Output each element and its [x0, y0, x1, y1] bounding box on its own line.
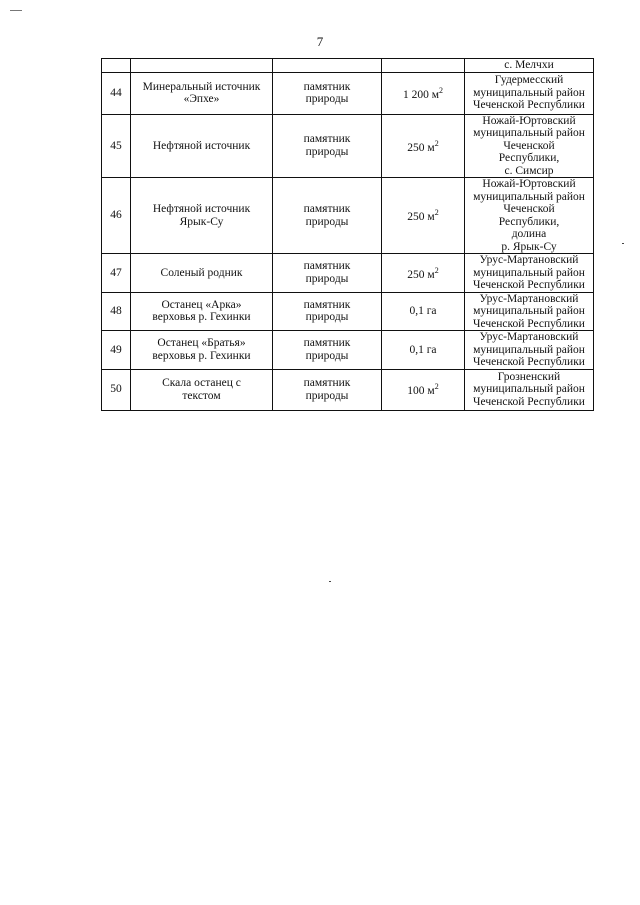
- site-location-line: Ножай-Юртовский: [482, 114, 576, 127]
- site-location-line: Ножай-Юртовский: [482, 178, 576, 190]
- site-category-line: памятник: [303, 337, 351, 350]
- site-name-line: «Эпхе»: [183, 93, 220, 105]
- site-location-line: долина: [511, 228, 547, 240]
- site-name-line: верховья р. Гехинки: [152, 349, 251, 362]
- continuation-cell: [131, 59, 273, 73]
- row-number: [102, 114, 131, 178]
- scan-speck: [329, 581, 331, 582]
- area-unit-superscript: 2: [434, 138, 439, 148]
- area-unit-superscript: 2: [434, 265, 439, 275]
- table-row: [102, 72, 594, 114]
- row-number-value: 44: [110, 86, 122, 99]
- site-category-line: природы: [305, 215, 349, 228]
- row-number-value: 47: [110, 266, 122, 279]
- site-category-line: памятник: [303, 133, 351, 146]
- site-location: [465, 114, 594, 178]
- site-location-line: муниципальный район: [473, 190, 585, 203]
- site-location-line: Республики,: [498, 215, 560, 228]
- site-area: [382, 254, 465, 293]
- site-location-line: Урус-Мартановский: [479, 292, 579, 305]
- row-number-value: 45: [110, 139, 122, 152]
- site-category-line: памятник: [303, 377, 351, 389]
- site-category-line: памятник: [303, 203, 351, 215]
- area-unit-superscript: 2: [434, 382, 439, 392]
- site-name-line: Нефтяной источник: [152, 139, 251, 152]
- site-name: [131, 292, 273, 331]
- site-name-line: Минеральный источник: [142, 80, 261, 93]
- site-category: [273, 292, 382, 331]
- site-location-line: Чеченской: [503, 203, 555, 215]
- site-location: [465, 178, 594, 254]
- continuation-cell: [273, 59, 382, 73]
- site-category-line: природы: [305, 272, 349, 285]
- continuation-cell: [382, 59, 465, 73]
- site-location: [465, 331, 594, 370]
- site-area-value: 250 м: [407, 141, 435, 154]
- site-area-value: 0,1 га: [409, 343, 437, 356]
- row-number: [102, 72, 131, 114]
- site-location-line: Урус-Мартановский: [479, 254, 579, 266]
- site-area: [382, 178, 465, 254]
- page-number: 7: [316, 34, 324, 49]
- site-location-line: р. Ярык-Су: [501, 240, 557, 253]
- continuation-cell: с. Мелчхи: [465, 59, 594, 73]
- site-location-line: Республики,: [498, 152, 560, 164]
- row-number-value: 49: [110, 343, 122, 356]
- site-location-line: с. Симсир: [504, 164, 554, 177]
- site-location-line: Урус-Мартановский: [479, 331, 579, 343]
- site-name-line: Останец «Братья»: [157, 337, 246, 350]
- row-number: [102, 178, 131, 254]
- site-location-line: Чеченской Республики: [473, 356, 585, 368]
- table-row: [102, 114, 594, 178]
- site-area: [382, 72, 465, 114]
- table-continuation-row: [102, 59, 594, 73]
- site-name: [131, 254, 273, 293]
- site-name-line: Соленый родник: [160, 266, 243, 279]
- row-number-value: 50: [110, 383, 122, 396]
- site-area-value: 0,1 га: [409, 305, 437, 317]
- site-category-line: природы: [305, 389, 349, 402]
- site-location-line: Чеченской Республики: [473, 279, 585, 291]
- site-area: [382, 331, 465, 370]
- site-name: [131, 178, 273, 254]
- continuation-cell: [102, 59, 131, 73]
- area-unit-superscript: 2: [439, 85, 444, 95]
- site-location: [465, 254, 594, 293]
- site-location-line: муниципальный район: [473, 343, 585, 356]
- site-area: [382, 292, 465, 331]
- site-location: [465, 72, 594, 114]
- site-name-line: текстом: [182, 389, 221, 402]
- site-location-line: муниципальный район: [473, 266, 585, 279]
- site-location-line: муниципальный район: [473, 86, 585, 99]
- site-name-line: Останец «Арка»: [161, 298, 242, 311]
- site-category-line: памятник: [303, 80, 351, 93]
- site-location-line: Чеченской: [503, 139, 555, 152]
- area-unit-superscript: 2: [434, 208, 439, 218]
- site-category: [273, 114, 382, 178]
- row-number-value: 46: [110, 209, 122, 222]
- site-name-line: Ярык-Су: [179, 215, 224, 228]
- table-row: [102, 254, 594, 293]
- site-area: [382, 114, 465, 178]
- site-category: [273, 72, 382, 114]
- table-row: [102, 331, 594, 370]
- row-number: [102, 254, 131, 293]
- site-category-line: природы: [305, 93, 349, 105]
- site-area-value: 100 м: [407, 385, 435, 398]
- site-name: [131, 369, 273, 410]
- site-area-value: 250 м: [407, 268, 435, 281]
- site-location: [465, 292, 594, 331]
- site-category: [273, 178, 382, 254]
- site-location-line: муниципальный район: [473, 383, 585, 396]
- row-number: [102, 331, 131, 370]
- site-name: [131, 72, 273, 114]
- site-category-line: природы: [305, 311, 349, 324]
- site-category-line: природы: [305, 349, 349, 362]
- site-location-line: Чеченской Республики: [473, 395, 585, 408]
- site-category-line: природы: [305, 145, 349, 158]
- site-category: [273, 254, 382, 293]
- site-name-line: Нефтяной источник: [152, 203, 251, 215]
- natural-monuments-table: [101, 58, 594, 411]
- site-location: [465, 369, 594, 410]
- table-row: [102, 292, 594, 331]
- site-name: [131, 114, 273, 178]
- site-location-line: Чеченской Республики: [473, 99, 585, 112]
- site-location-line: Грозненский: [497, 370, 561, 383]
- table-row: [102, 369, 594, 410]
- site-category-line: памятник: [303, 298, 351, 311]
- site-name: [131, 331, 273, 370]
- row-number: [102, 369, 131, 410]
- table-row: [102, 178, 594, 254]
- site-category-line: памятник: [303, 260, 351, 273]
- site-name-line: верховья р. Гехинки: [152, 311, 251, 324]
- scan-speck: [622, 243, 624, 244]
- site-location-line: Гудермесский: [494, 74, 564, 87]
- row-number: [102, 292, 131, 331]
- site-area: [382, 369, 465, 410]
- site-location-line: муниципальный район: [473, 127, 585, 139]
- site-name-line: Скала останец с: [162, 377, 241, 389]
- row-number-value: 48: [110, 305, 122, 317]
- site-location-line: муниципальный район: [473, 305, 585, 317]
- corner-scan-mark: [10, 10, 22, 11]
- site-area-value: 250 м: [407, 211, 435, 224]
- site-category: [273, 369, 382, 410]
- site-area-value: 1 200 м: [402, 88, 440, 101]
- site-category: [273, 331, 382, 370]
- site-location-line: Чеченской Республики: [473, 317, 585, 330]
